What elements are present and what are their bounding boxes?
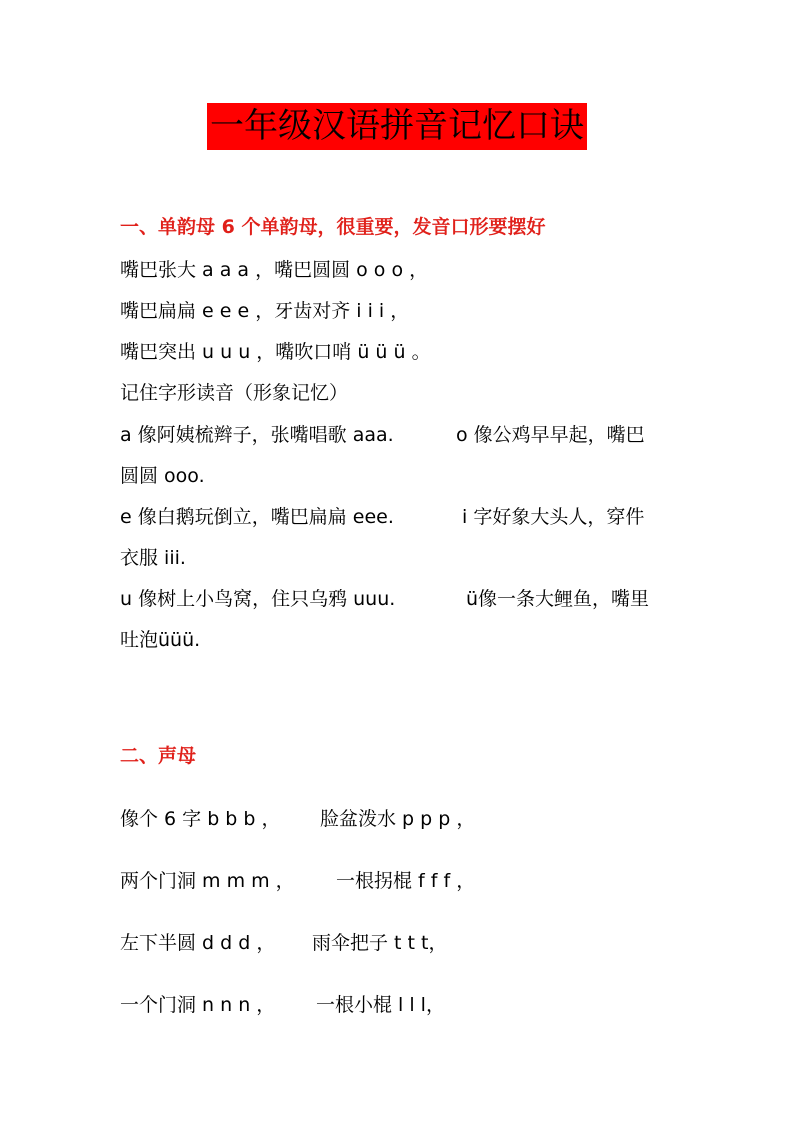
initial-row-4-left: 一个门洞 n n n ， bbox=[120, 994, 276, 1016]
initial-row-1-left: 像个 6 字 b b b ， bbox=[120, 808, 281, 830]
mnemonic-v: ü像一条大鲤鱼，嘴里 bbox=[466, 588, 650, 610]
mnemonic-o-cont: 圆圆 ooo. bbox=[120, 465, 205, 487]
initial-row-3-left: 左下半圆 d d d ， bbox=[120, 932, 276, 954]
mnemonic-u: u 像树上小鸟窝，住只乌鸦 uuu. bbox=[120, 588, 396, 610]
page-title: 一年级汉语拼音记忆口诀 bbox=[207, 103, 587, 150]
section-1-heading: 一、单韵母 6 个单韵母，很重要，发音口形要摆好 bbox=[120, 216, 546, 238]
vowel-line-1: 嘴巴张大 a a a ，嘴巴圆圆 o o o ， bbox=[120, 259, 429, 281]
initial-row-4-right: 一根小棍 l l l， bbox=[316, 994, 445, 1016]
mnemonic-a: a 像阿姨梳辫子，张嘴唱歌 aaa. bbox=[120, 424, 394, 446]
mnemonic-e: e 像白鹅玩倒立，嘴巴扁扁 eee. bbox=[120, 506, 394, 528]
initial-row-2-right: 一根拐棍 f f f ， bbox=[336, 870, 476, 892]
mnemonic-i-cont: 衣服 iii. bbox=[120, 547, 186, 569]
memory-tip-heading: 记住字形读音（形象记忆） bbox=[120, 382, 349, 404]
initial-row-1-right: 脸盆泼水 p p p ， bbox=[320, 808, 476, 830]
section-2-heading: 二、声母 bbox=[120, 745, 197, 767]
initial-row-2-left: 两个门洞 m m m ， bbox=[120, 870, 295, 892]
vowel-line-3: 嘴巴突出 u u u ，嘴吹口哨 ü ü ü 。 bbox=[120, 341, 431, 363]
initial-row-3-right: 雨伞把子 t t t， bbox=[312, 932, 448, 954]
mnemonic-v-cont: 吐泡üüü. bbox=[120, 629, 201, 651]
mnemonic-o: o 像公鸡早早起，嘴巴 bbox=[456, 424, 645, 446]
mnemonic-i: i 字好象大头人，穿件 bbox=[462, 506, 645, 528]
vowel-line-2: 嘴巴扁扁 e e e ，牙齿对齐 i i i ， bbox=[120, 300, 410, 322]
